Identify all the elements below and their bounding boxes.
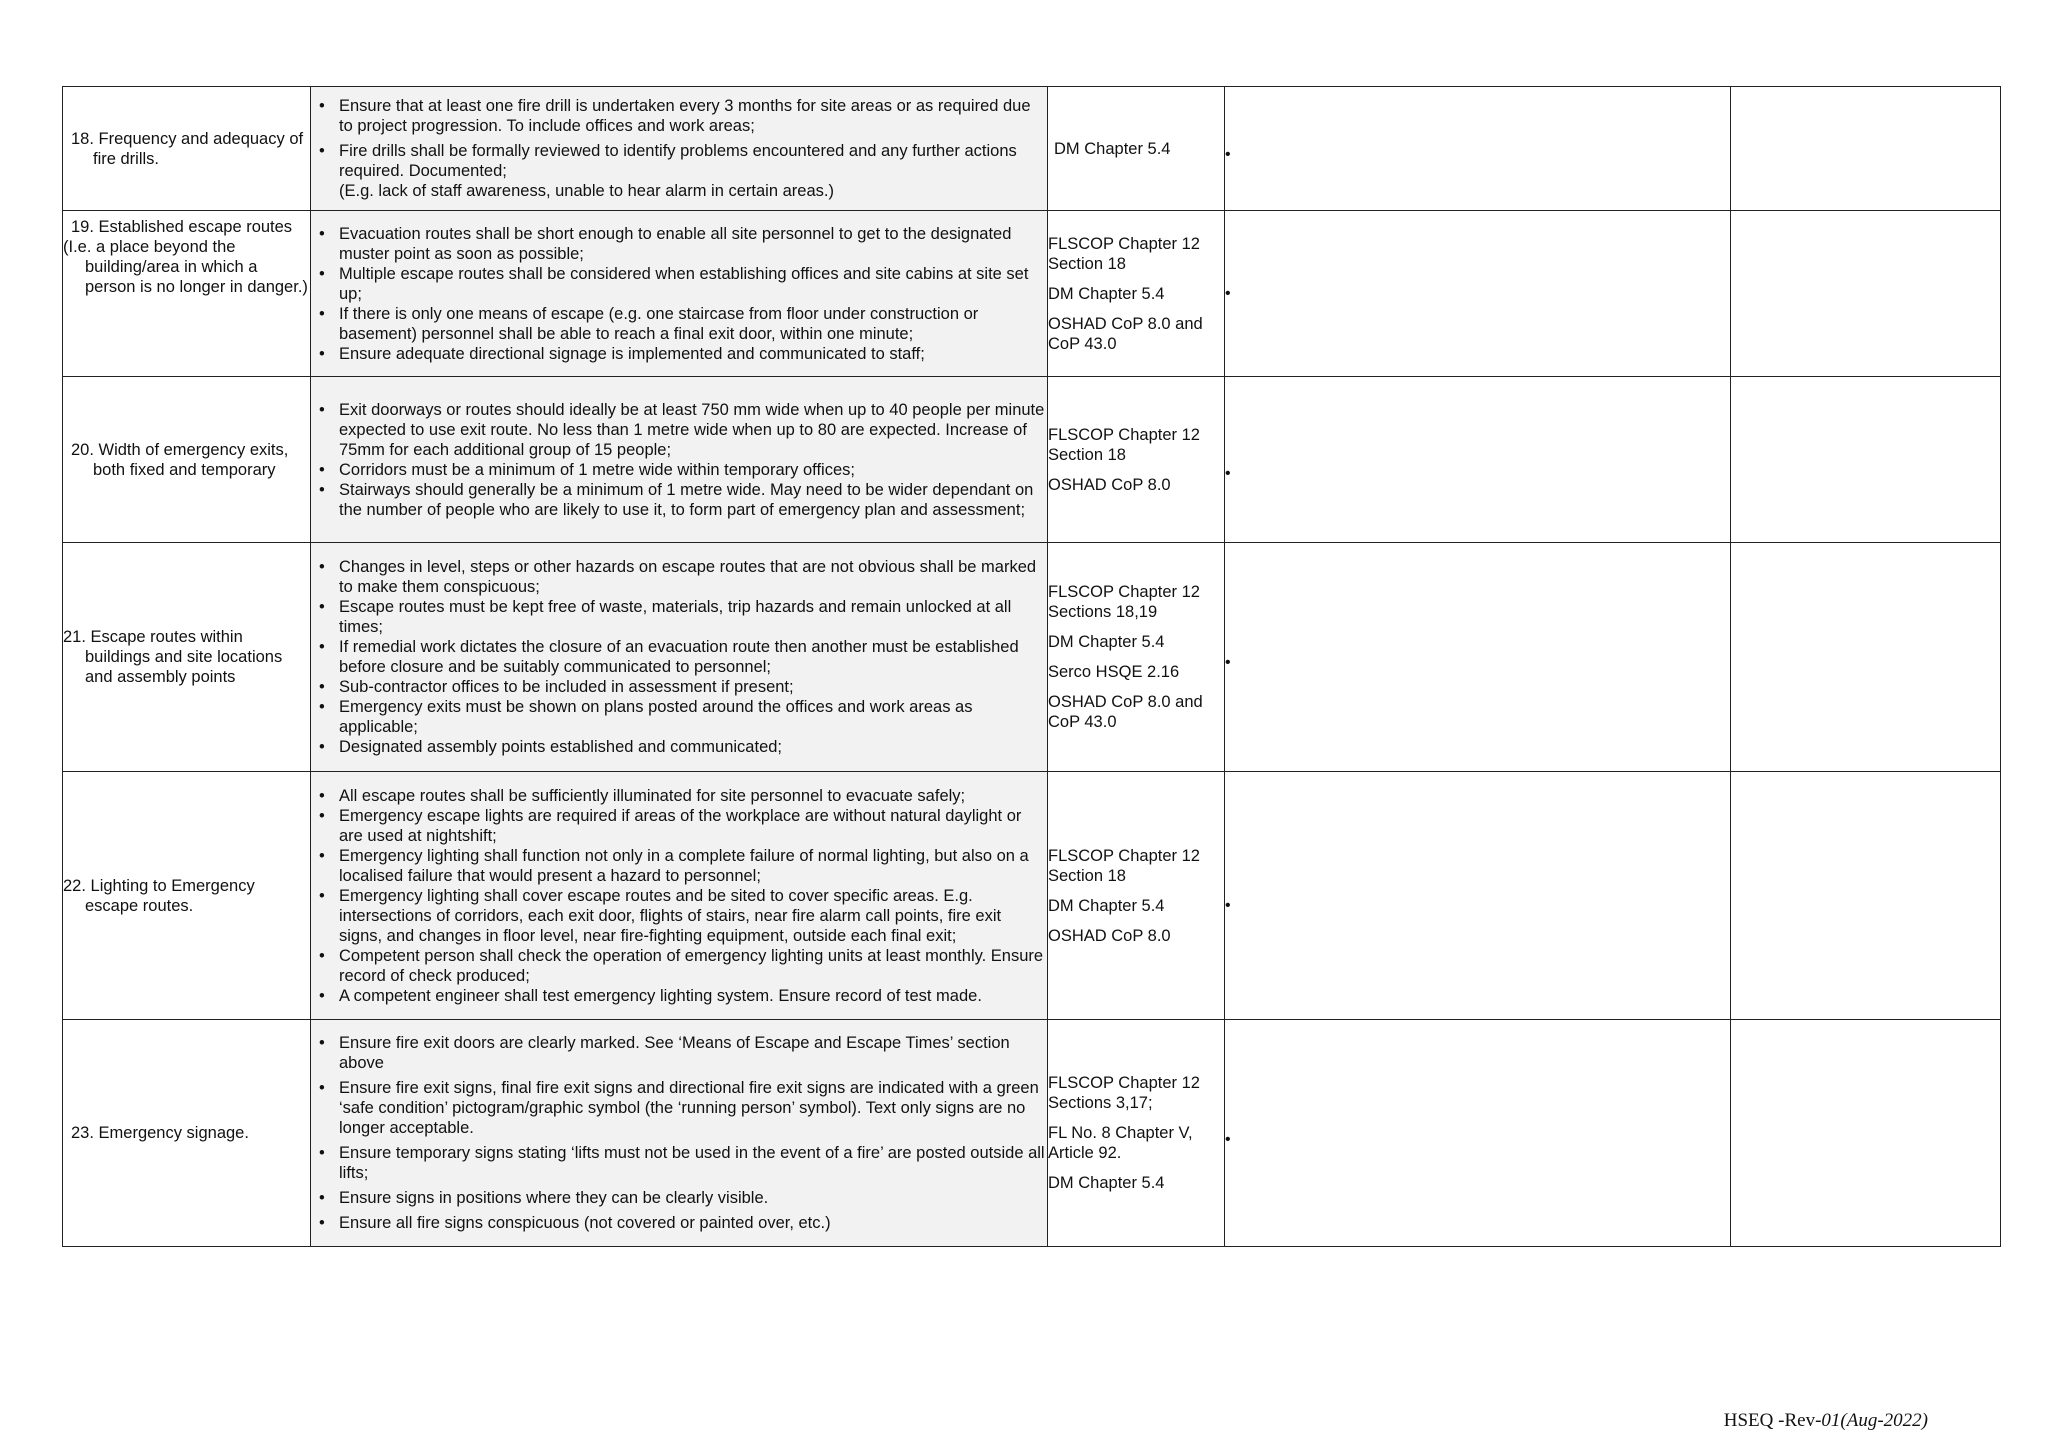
checklist-row-20 — [63, 377, 2001, 543]
requirements-cell — [311, 377, 1048, 543]
requirement-item: • Emergency escape lights are required if areas of the workplace are without natural daylight or are used at nightshift; — [339, 806, 1047, 846]
requirement-item: • Multiple escape routes shall be considered when establishing offices and site cabins at site set up; — [339, 264, 1047, 304]
topic-cell — [63, 377, 311, 543]
finding-bullet: • — [1225, 145, 1231, 163]
checklist-row-23 — [63, 1020, 2001, 1247]
comments-cell[interactable] — [1731, 543, 2001, 772]
requirement-item: • Corridors must be a minimum of 1 metre wide within temporary offices; — [339, 460, 1047, 480]
requirements-list — [311, 400, 1047, 520]
requirements-cell — [311, 87, 1048, 211]
findings-cell[interactable] — [1225, 377, 1731, 543]
finding-bullet: • — [1225, 896, 1231, 914]
requirement-item: • Exit doorways or routes should ideally be at least 750 mm wide when up to 40 people per minute expected to use exit route. No less than 1 metre wide when up to 80 are expected. Increase of 75mm for each additional group of 15 people; — [339, 400, 1047, 460]
topic-title: 23. Emergency signage. — [71, 1124, 249, 1142]
requirement-item: • A competent engineer shall test emergency lighting system. Ensure record of test made. — [339, 986, 1047, 1006]
requirements-list — [311, 96, 1047, 181]
requirement-item: • Competent person shall check the operation of emergency lighting units at least monthly. Ensure record of check produced; — [339, 946, 1047, 986]
comments-cell[interactable] — [1731, 1020, 2001, 1247]
comments-cell[interactable] — [1731, 87, 2001, 211]
footer-prefix: HSEQ -Rev- — [1723, 1410, 1822, 1431]
requirement-item: • Ensure all fire signs conspicuous (not covered or painted over, etc.) — [339, 1213, 1047, 1233]
topic-title: 22. Lighting to Emergency escape routes. — [63, 876, 255, 915]
requirement-item: • Emergency lighting shall cover escape routes and be sited to cover specific areas. E.g. intersections of corridors, each exit door, flights of stairs, near fire alarm call points, fire exit signs, and changes in floor level, near fire-fighting equipment, outside each final exit; — [339, 886, 1047, 946]
reference-item: FLSCOP Chapter 12 Section 18 — [1048, 425, 1200, 464]
findings-cell[interactable] — [1225, 543, 1731, 772]
requirement-item: • Escape routes must be kept free of waste, materials, trip hazards and remain unlocked at all times; — [339, 597, 1047, 637]
requirement-item: • Ensure signs in positions where they can be clearly visible. — [339, 1188, 1047, 1208]
finding-bullet: • — [1225, 654, 1231, 671]
requirement-item: • Stairways should generally be a minimum of 1 metre wide. May need to be wider dependant on the number of people who are likely to use it, to form part of emergency plan and assessment; — [339, 480, 1047, 520]
requirement-item: • Evacuation routes shall be short enough to enable all site personnel to get to the designated muster point as soon as possible; — [339, 224, 1047, 264]
requirement-item: • Sub-contractor offices to be included in assessment if present; — [339, 677, 1047, 697]
requirements-cell — [311, 211, 1048, 377]
reference-item: FL No. 8 Chapter V, Article 92. — [1048, 1124, 1193, 1162]
requirement-item: • If there is only one means of escape (e.g. one staircase from floor under construction or basement) personnel shall be able to reach a final exit door, within one minute; — [339, 304, 1047, 344]
references-cell — [1048, 211, 1225, 377]
finding-bullet: • — [1225, 285, 1231, 302]
topic-cell — [63, 1020, 311, 1247]
requirements-list — [311, 1033, 1047, 1233]
requirement-item: • Emergency exits must be shown on plans posted around the offices and work areas as applicable; — [339, 697, 1047, 737]
reference-item: FLSCOP Chapter 12 Sections 3,17; — [1048, 1074, 1200, 1112]
comments-cell[interactable] — [1731, 211, 2001, 377]
topic-title: 19. Established escape routes — [71, 218, 293, 236]
document-revision-footer — [1724, 1411, 1928, 1431]
requirement-item: • Ensure temporary signs stating ‘lifts must not be used in the event of a fire’ are posted outside all lifts; — [339, 1143, 1047, 1183]
requirement-item: • Fire drills shall be formally reviewed to identify problems encountered and any further actions required. Documented; — [339, 141, 1047, 181]
reference-item: OSHAD CoP 8.0 — [1048, 926, 1171, 945]
checklist-row-19 — [63, 211, 2001, 377]
requirements-cell — [311, 1020, 1048, 1247]
references-cell — [1048, 543, 1225, 772]
finding-bullet: • — [1225, 464, 1231, 482]
finding-bullet: • — [1225, 1131, 1231, 1148]
footer-revision: 01(Aug-2022) — [1821, 1410, 1928, 1431]
references-cell — [1048, 1020, 1225, 1247]
requirements-cell — [311, 772, 1048, 1020]
requirement-item: • All escape routes shall be sufficiently illuminated for site personnel to evacuate safely; — [339, 786, 1047, 806]
findings-cell[interactable] — [1225, 1020, 1731, 1247]
fire-safety-checklist-table — [62, 86, 2001, 1247]
requirement-item: • Changes in level, steps or other hazards on escape routes that are not obvious shall be marked to make them conspicuous; — [339, 557, 1047, 597]
checklist-row-21 — [63, 543, 2001, 772]
topic-cell — [63, 543, 311, 772]
reference-item: OSHAD CoP 8.0 — [1048, 475, 1171, 494]
reference-item: DM Chapter 5.4 — [1048, 896, 1165, 915]
requirement-item: • Ensure adequate directional signage is implemented and communicated to staff; — [339, 344, 1047, 364]
requirement-item: • Emergency lighting shall function not only in a complete failure of normal lighting, but also on a localised failure that would present a hazard to personnel; — [339, 846, 1047, 886]
requirements-list — [311, 557, 1047, 757]
topic-note: (I.e. a place beyond the building/area in which a person is no longer in danger.) — [63, 238, 308, 296]
checklist-row-22 — [63, 772, 2001, 1020]
reference-item: Serco HSQE 2.16 — [1048, 663, 1180, 681]
findings-cell[interactable] — [1225, 87, 1731, 211]
requirements-list — [311, 786, 1047, 1006]
requirement-item: • Ensure fire exit doors are clearly marked. See ‘Means of Escape and Escape Times’ section above — [339, 1033, 1047, 1073]
topic-cell — [63, 772, 311, 1020]
comments-cell[interactable] — [1731, 377, 2001, 543]
reference-item: DM Chapter 5.4 — [1048, 284, 1165, 303]
topic-title: 18. Frequency and adequacy of fire drills. — [71, 129, 304, 168]
checklist-row-18 — [63, 87, 2001, 211]
requirement-note: (E.g. lack of staff awareness, unable to hear alarm in certain areas.) — [339, 182, 834, 200]
references-cell — [1048, 377, 1225, 543]
requirements-list — [311, 224, 1047, 364]
reference-item: OSHAD CoP 8.0 and CoP 43.0 — [1048, 693, 1203, 731]
reference-item: DM Chapter 5.4 — [1048, 633, 1165, 651]
reference-item: FLSCOP Chapter 12 Section 18 — [1048, 234, 1200, 273]
topic-title: 21. Escape routes within buildings and site locations and assembly points — [63, 628, 283, 686]
requirement-item: • Designated assembly points established and communicated; — [339, 737, 1047, 757]
references-cell — [1048, 87, 1225, 211]
references-cell — [1048, 772, 1225, 1020]
findings-cell[interactable] — [1225, 211, 1731, 377]
reference-item: FLSCOP Chapter 12 Sections 18,19 — [1048, 583, 1200, 621]
comments-cell[interactable] — [1731, 772, 2001, 1020]
reference-item: FLSCOP Chapter 12 Section 18 — [1048, 846, 1200, 885]
topic-cell — [63, 211, 311, 377]
topic-title: 20. Width of emergency exits, both fixed and temporary — [71, 440, 289, 479]
findings-cell[interactable] — [1225, 772, 1731, 1020]
requirement-item: • Ensure fire exit signs, final fire exit signs and directional fire exit signs are indicated with a green ‘safe condition’ pictogram/graphic symbol (the ‘running person’ symbol). Text only signs are no longer acceptable. — [339, 1078, 1047, 1138]
reference-item: DM Chapter 5.4 — [1054, 139, 1171, 158]
topic-cell — [63, 87, 311, 211]
requirements-cell — [311, 543, 1048, 772]
requirement-item: • If remedial work dictates the closure of an evacuation route then another must be established before closure and be suitably communicated to personnel; — [339, 637, 1047, 677]
reference-item: OSHAD CoP 8.0 and CoP 43.0 — [1048, 314, 1203, 353]
requirement-item: • Ensure that at least one fire drill is undertaken every 3 months for site areas or as required due to project progression. To include offices and work areas; — [339, 96, 1047, 136]
reference-item: DM Chapter 5.4 — [1048, 1174, 1165, 1192]
